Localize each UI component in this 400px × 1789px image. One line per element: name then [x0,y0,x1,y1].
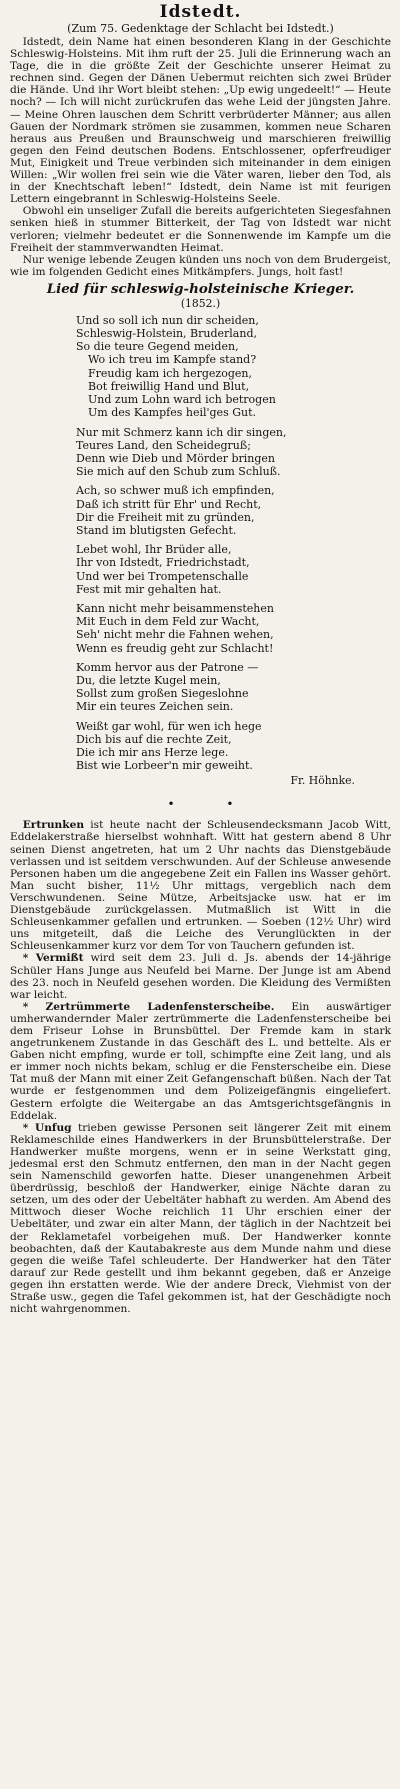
poem-line: Bot freiwillig Hand und Blut, [88,379,250,393]
news-text: wird seit dem 23. Juli d. Js. abends der 14-jährige Schüler Hans Junge aus Neufeld bei Marne. Der Junge ist am Abend des 23. noch in Neufeld gesehen worden. Die Kleidung des Vermißten war leicht. [10,952,391,1001]
article-subtitle: (Zum 75. Gedenktage der Schlacht bei Idstedt.) [67,22,334,35]
poem-author: Fr. Höhnke. [290,774,355,788]
news-text: Ein auswärtiger umherwandernder Maler zertrümmerte die Ladenfensterscheibe bei dem Friseur Lohse in Brunsbüttel. Der Fremde kam in stark angetrunkenem Zustande in das Geschäft des L. und bettelte. Als er Gaben nicht empfing, wurde er toll, schimpfte eine Zeit lang, und als er immer noch nichts bekam, schlug er die Fensterscheibe ein. Diese Tat muß der Mann mit einer Zeit Gefangenschaft büßen. Nach der Tat wurde er festgenommen und dem Polizeigefängnis eingeliefert. Gestern erfolgte die Weitergabe an das Amtsgerichtsgefängnis in Eddelak. [10,1000,391,1122]
news-headline: * Unfug [22,1121,72,1134]
poem-line: Wo ich treu im Kampfe stand? [88,353,257,367]
news-headline: * Zertrümmerte Ladenfensterscheibe. [22,1000,275,1013]
poem-line: Kann nicht mehr beisammenstehen [76,601,274,615]
poem-line: Um des Kampfes heil'ges Gut. [88,406,256,420]
poem-line: Ach, so schwer muß ich empfinden, [76,484,275,498]
poem-stanza [76,314,391,420]
news-item [10,1122,391,1316]
section-separator: • • [167,797,258,812]
poem-line: So die teure Gegend meiden, [76,340,239,354]
poem [76,314,391,773]
poem-line: Fest mit mir gehalten hat. [76,582,222,596]
poem-line: Bist wie Lorbeer'n mir geweiht. [76,759,253,773]
poem-line: Sie mich auf den Schub zum Schluß. [76,465,281,479]
poem-stanza [76,426,391,479]
poem-stanza [76,720,391,773]
poem-line: Mir ein teures Zeichen sein. [76,700,234,714]
poem-stanza [76,543,391,596]
poem-line: Dir die Freiheit mit zu gründen, [76,510,255,524]
poem-line: Komm hervor aus der Patrone — [76,660,259,674]
poem-line: Mit Euch in dem Feld zur Wacht, [76,615,260,629]
poem-line: Denn wie Dieb und Mörder bringen [76,451,276,465]
article-paragraph-1: Idstedt, dein Name hat einen besonderen Klang in der Geschichte Schleswig-Holsteins. Mit ihm ruft der 25. Juli die Erinnerung wach an Tage, die in die größte Zeit der Geschichte unserer Heimat zu rechnen sind. Gegen der Dänen Uebermut reichten sich zwei Brüder die Hände. Und ihr Wort bleibt stehen: „Up ewig ungedeelt!“ — Heute noch? — Ich will nicht zurückrufen das wehe Leid der jüngsten Jahre. — Meine Ohren lauschen dem Schritt verbrüderter Männer; aus allen Gauen der Nordmark strömen sie zusammen, kommen neue Scharen heraus aus Preußen und Braunschweig und marschieren freiwillig gegen den Feind deutschen Bodens. Entschlossener, opferfreudiger Mut, Einigkeit und Treue verbinden sich miteinander in dem einigen Willen: „Wir wollen frei sein wie die Väter waren, lieber den Tod, als in der Knechtschaft leben!“ Idstedt, dein Name ist mit feurigen Lettern eingebrannt in Schleswig-Holsteins Seele. [10,36,391,206]
news-item [10,1001,391,1122]
poem-line: Lebet wohl, Ihr Brüder alle, [76,543,232,557]
poem-line: Freudig kam ich hergezogen, [88,366,252,380]
poem-line: Ihr von Idstedt, Friedrichstadt, [76,556,250,570]
poem-title: Lied für schleswig-holsteinische Krieger. [46,280,355,297]
poem-line: Nur mit Schmerz kann ich dir singen, [76,425,287,439]
article-title: Idstedt. [159,2,242,22]
article-paragraph-3: Nur wenige lebende Zeugen künden uns noch von dem Brudergeist, wie im folgenden Gedicht eines Mitkämpfers. Jungs, holt fast! [10,253,391,278]
poem-line: Schleswig-Holstein, Bruderland, [76,327,257,341]
news-text: ist heute nacht der Schleusendecksmann Jacob Witt, Eddelakerstraße hierselbst wohnhaft. Witt hat gestern abend 8 Uhr seinen Dienst angetreten, hat um 2 Uhr nachts das Dienstgebäude verlassen und ist seitdem verschwunden. Auf der Schleuse anwesende Personen haben um die angegebene Zeit ein Fallen ins Wasser gehört. Man sucht bisher, 11½ Uhr mittags, vergeblich nach dem Verschwundenen. Seine Mütze, Arbeitsjacke usw. hat er im Dienstgebäude zurückgelassen. Mutmaßlich ist Witt in die Schleusenkammer gefallen und ertrunken. — Soeben (12½ Uhr) wird uns mitgeteilt, daß die Leiche des Verunglückten in der Schleusenkammer kurz vor dem Tor von Tauchern gefunden ist. [10,819,391,953]
news-item [10,952,391,1000]
poem-year: (1852.) [180,296,221,310]
news-headline: * Vermißt [22,952,84,965]
poem-stanza [76,484,391,537]
poem-line: Dich bis auf die rechte Zeit, [76,732,232,746]
poem-line: Sollst zum großen Siegeslohne [76,687,249,701]
poem-line: Seh' nicht mehr die Fahnen wehen, [76,628,274,642]
poem-line: Und zum Lohn ward ich betrogen [88,393,276,407]
poem-line: Daß ich stritt für Ehr' und Recht, [76,497,262,511]
poem-stanza [76,602,391,655]
news-headline: Ertrunken [22,819,85,832]
poem-stanza [76,661,391,714]
poem-line: Weißt gar wohl, für wen ich hege [76,719,262,733]
news-text: trieben gewisse Personen seit längerer Zeit mit einem Reklameschilde eines Handwerkers in der Brunsbüttelerstraße. Der Handwerker mußte morgens, wenn er in seine Werkstatt ging, jedesmal erst den Schmutz entfernen, den man in der Nacht gegen sein Namenschild geworfen hatte. Dieser unangenehmen Arbeit überdrüssig, beschloß der Handwerker, einige Nächte daran zu setzen, um des oder der Uebeltäter habhaft zu werden. Am Abend des Mittwoch dieser Woche reichlich 11 Uhr erschien einer der Uebeltäter, und zwar ein alter Mann, der täglich in der Nachtzeit bei der Reklametafel vorbeigehen muß. Der Handwerker konnte beobachten, daß der Kautabakreste aus dem Munde nahm und diese gegen die weiße Tafel schleuderte. Der Handwerker hat den Täter darauf zur Rede gestellt und ihm bekannt gegeben, daß er Anzeige gegen ihn erstatten werde. Wie der andere Dreck, Viehmist von der Straße usw., gegen die Tafel gekommen ist, hat der Geschädigte noch nicht wahrgenommen. [10,1121,391,1316]
poem-line: Du, die letzte Kugel mein, [76,673,221,687]
poem-line: Und wer bei Trompetenschalle [76,569,249,583]
poem-line: Teures Land, den Scheidegruß; [76,438,251,452]
news-item [10,819,391,952]
poem-line: Und so soll ich nun dir scheiden, [76,313,259,327]
article-paragraph-2: Obwohl ein unseliger Zufall die bereits aufgerichteten Siegesfahnen senken hieß in stummer Bitterkeit, der Tag von Idstedt war nicht verloren; vielmehr bedeutet er die Sonnenwende im Kampfe um die Freiheit der stammverwandten Heimat. [10,205,391,254]
poem-line: Wenn es freudig geht zur Schlacht! [76,641,274,655]
poem-line: Stand im blutigsten Gefecht. [76,523,237,537]
poem-line: Die ich mir ans Herze lege. [76,745,229,759]
